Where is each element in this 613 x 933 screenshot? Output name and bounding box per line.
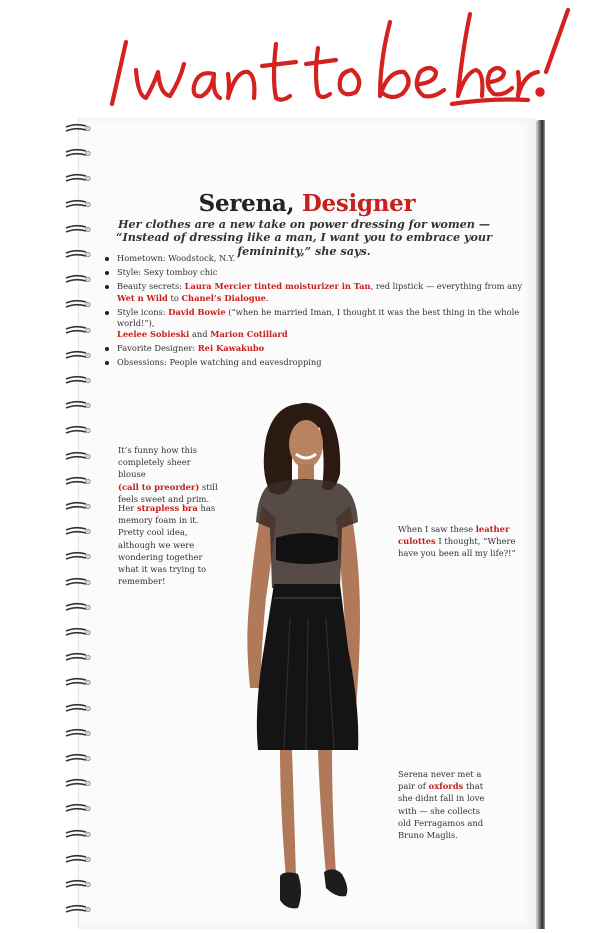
link-chanel-dialogue[interactable]: Chanel’s Dialogue [181, 292, 266, 303]
fact-icons-label: Style icons: [117, 306, 169, 317]
spiral-coil-icon [64, 778, 92, 790]
spiral-coil-icon [64, 829, 92, 841]
profile-role: Designer [301, 190, 416, 217]
spiral-coil-icon [64, 627, 92, 639]
note-oxfords [398, 768, 494, 841]
spiral-coil-icon [64, 501, 92, 513]
fact-beauty-end: . [265, 292, 269, 303]
spiral-coil-icon [64, 551, 92, 563]
note-oxfords-text-end: that she didnt fall in love with — she collects old Ferragamos and Bruno Maglis. [398, 781, 485, 840]
spiral-coil-icon [64, 728, 92, 740]
spiral-coil-icon [64, 703, 92, 715]
note-oxfords-text: Serena never met a pair of [398, 769, 482, 792]
spiral-coil-icon [64, 904, 92, 916]
spiral-binding-icon [64, 118, 96, 929]
spiral-coil-icon [64, 753, 92, 765]
profile-title [78, 190, 536, 217]
spiral-coil-icon [64, 451, 92, 463]
fact-style: Style: Sexy tomboy chic [104, 267, 524, 278]
spiral-coil-icon [64, 249, 92, 261]
link-strapless-bra[interactable]: strapless bra [136, 503, 198, 513]
spiral-coil-icon [64, 123, 92, 135]
handwritten-headline [0, 0, 613, 120]
profile-tagline: Her clothes are a new take on power dressing for women — “Instead of dressing like a man, I want you to embrace your femininity,” she says. [116, 217, 492, 258]
spiral-coil-icon [64, 325, 92, 337]
link-rei-kawakubo[interactable]: Rei Kawakubo [197, 343, 265, 354]
link-marion-cotillard[interactable]: Marion Cotillard [210, 329, 288, 340]
link-wet-n-wild[interactable]: Wet n Wild [117, 292, 168, 303]
spiral-coil-icon [64, 879, 92, 891]
fact-beauty-label: Beauty secrets: [117, 281, 185, 292]
note-bra-text: Her [118, 503, 137, 513]
link-call-to-preorder[interactable]: (call to preorder) [118, 481, 200, 492]
fact-designer [104, 343, 524, 354]
spiral-coil-icon [64, 148, 92, 160]
spiral-coil-icon [64, 526, 92, 538]
note-culottes-text-end: I thought, “Where have you been all my life?!” [398, 536, 516, 559]
note-culottes [398, 523, 516, 560]
note-bra-text-end: has memory foam in it. Pretty cool idea, although we were wondering together what it was trying to remember! [118, 503, 216, 587]
profile-name: Serena, [198, 190, 295, 217]
spiral-coil-icon [64, 350, 92, 362]
link-leelee-sobieski[interactable]: Leelee Sobieski [117, 329, 190, 340]
fact-beauty-text: , red lipstick — everything from any [370, 281, 523, 292]
fact-beauty [104, 281, 524, 304]
fact-icons-text: (“when he married Iman, I thought it was the best thing in the whole world!”), [117, 306, 520, 328]
fact-designer-label: Favorite Designer: [117, 343, 198, 354]
headline [0, 0, 613, 120]
spiral-coil-icon [64, 400, 92, 412]
portrait-photo [200, 388, 400, 929]
spiral-coil-icon [64, 425, 92, 437]
spiral-coil-icon [64, 173, 92, 185]
notebook-page-edge [536, 120, 545, 929]
spiral-coil-icon [64, 854, 92, 866]
spiral-coil-icon [64, 299, 92, 311]
spiral-coil-icon [64, 602, 92, 614]
spiral-coil-icon [64, 274, 92, 286]
fact-hometown: Hometown: Woodstock, N.Y. [104, 253, 524, 264]
fact-beauty-to: to [167, 292, 182, 303]
link-david-bowie[interactable]: David Bowie [168, 306, 226, 317]
link-laura-mercier[interactable]: Laura Mercier tinted moisturizer in Tan [184, 281, 371, 292]
spiral-coil-icon [64, 476, 92, 488]
note-blouse-text-end: still feels sweet and prim. [118, 481, 218, 504]
spiral-coil-icon [64, 803, 92, 815]
fact-style-icons [104, 307, 524, 341]
spiral-coil-icon [64, 375, 92, 387]
spiral-coil-icon [64, 677, 92, 689]
link-oxfords[interactable]: oxfords [428, 781, 464, 792]
spiral-coil-icon [64, 224, 92, 236]
spiral-coil-icon [64, 577, 92, 589]
fact-list [104, 253, 524, 372]
fact-obsessions: Obsessions: People watching and eavesdropping [104, 357, 524, 368]
spiral-coil-icon [64, 652, 92, 664]
link-leather-culottes[interactable]: leather culottes [398, 524, 510, 547]
fact-icons-and: and [189, 329, 211, 340]
note-culottes-text: When I saw these [398, 524, 476, 534]
note-blouse-text: It’s funny how this completely sheer blouse [118, 445, 197, 480]
